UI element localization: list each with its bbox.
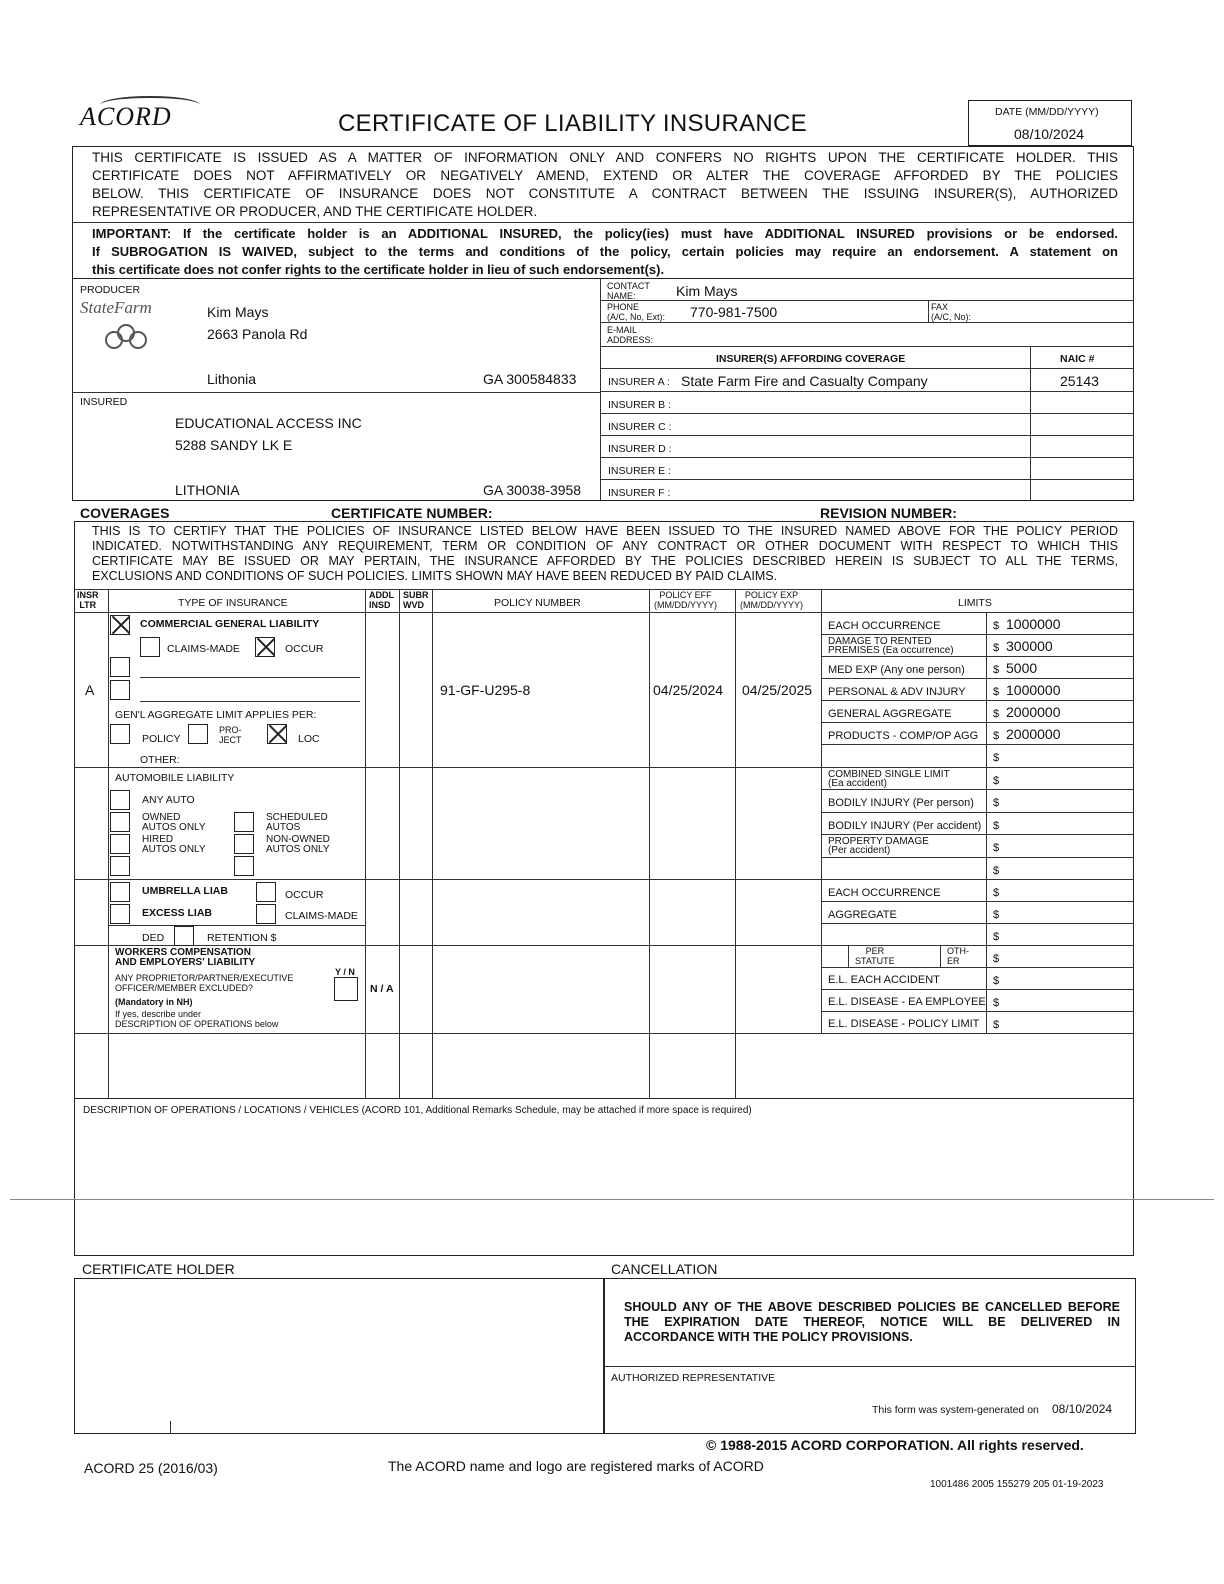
header-policy-number: POLICY NUMBER — [494, 597, 581, 609]
dollar-sign: $ — [993, 931, 1000, 943]
header-insr-ltr: INSR LTR — [77, 590, 99, 610]
dollar-sign: $ — [993, 752, 1000, 764]
insured-name: EDUCATIONAL ACCESS INC — [175, 415, 362, 431]
non-owned-autos-checkbox[interactable] — [234, 834, 254, 854]
certificate-number-label: CERTIFICATE NUMBER: — [331, 505, 493, 521]
producer-address: 2663 Panola Rd — [207, 326, 308, 342]
limit-label: PRODUCTS - COMP/OP AGG — [828, 730, 979, 742]
contact-name: Kim Mays — [676, 283, 738, 299]
dollar-sign: $ — [993, 620, 1000, 632]
certify-line-4: EXCLUSIONS AND CONDITIONS OF SUCH POLICIES. LIMITS SHOWN MAY HAVE BEEN REDUCED BY PAID CLAIMS. — [92, 569, 778, 583]
cgl-checkbox[interactable] — [110, 615, 130, 635]
important-line-3: this certificate does not confer rights to the certificate holder in lieu of such endorsement(s). — [92, 262, 665, 277]
state-farm-logo: StateFarm — [80, 298, 152, 317]
dollar-sign: $ — [993, 708, 1000, 720]
producer-city: Lithonia — [207, 371, 257, 387]
retention-label: RETENTION $ — [207, 932, 277, 944]
header-type: TYPE OF INSURANCE — [178, 597, 288, 609]
system-generated-label: This form was system-generated on — [872, 1404, 1039, 1416]
dollar-sign: $ — [993, 975, 1000, 987]
producer-name: Kim Mays — [207, 304, 269, 320]
limit-value: 2000000 — [1006, 704, 1061, 720]
insurer-label: INSURER B : — [608, 399, 672, 411]
notice-line-4: REPRESENTATIVE OR PRODUCER, AND THE CERTIFICATE HOLDER. — [92, 204, 538, 219]
umbrella-claims-made-checkbox[interactable] — [256, 904, 276, 924]
wc-yn-label: Y / N — [335, 967, 355, 977]
dollar-sign: $ — [993, 997, 1000, 1009]
gl-policy-number: 91-GF-U295-8 — [440, 682, 531, 698]
important-line-2: If SUBROGATION IS WAIVED, subject to the terms and conditions of the policy, certain policies may require an endorsement. A statement on — [92, 244, 1118, 259]
dollar-sign: $ — [993, 775, 1000, 787]
description-box — [74, 1099, 1134, 1256]
acord-logo-swoosh — [100, 96, 200, 114]
document-number: 1001486 2005 155279 205 01-19-2023 — [930, 1479, 1104, 1490]
limit-label: DAMAGE TO RENTED PREMISES (Ea occurrence) — [828, 636, 954, 656]
gl-insr-ltr: A — [85, 682, 95, 698]
description-label: DESCRIPTION OF OPERATIONS / LOCATIONS / VEHICLES (ACORD 101, Additional Remarks Schedule, may be attached if more space is required) — [83, 1105, 752, 1116]
limit-value: 1000000 — [1006, 682, 1061, 698]
limit-label: BODILY INJURY (Per person) — [828, 797, 974, 810]
limit-label: AGGREGATE — [828, 909, 897, 921]
limit-label: E.L. DISEASE - EA EMPLOYEE — [828, 996, 986, 1008]
wc-na: N / A — [370, 983, 394, 995]
loc-label: LOC — [298, 733, 320, 745]
limit-label: PERSONAL & ADV INJURY — [828, 686, 966, 698]
notice-line-3: BELOW. THIS CERTIFICATE OF INSURANCE DOES NOT CONSTITUTE A CONTRACT BETWEEN THE ISSUING INSURER(S), AUTHORIZED — [92, 186, 1118, 201]
dollar-sign: $ — [993, 819, 1000, 832]
limit-label: EACH OCCURRENCE — [828, 887, 941, 899]
important-line-1: IMPORTANT: If the certificate holder is an ADDITIONAL INSURED, the policy(ies) must have ADDITIONAL INSURED provisions or be endorsed. — [92, 226, 1118, 241]
dollar-sign: $ — [993, 686, 1000, 698]
certificate-holder-box — [74, 1278, 604, 1434]
insured-state-zip: GA 30038-3958 — [483, 482, 582, 498]
non-owned-autos-label: NON-OWNED AUTOS ONLY — [266, 834, 330, 855]
header-addl: ADDL INSD — [369, 590, 394, 610]
cgl-title: COMMERCIAL GENERAL LIABILITY — [140, 618, 320, 630]
insurer-label: INSURER E : — [608, 465, 672, 477]
gl-blank-checkbox-1[interactable] — [110, 657, 130, 677]
date-label: DATE (MM/DD/YYYY) — [995, 106, 1099, 118]
notice-line-2: CERTIFICATE DOES NOT AFFIRMATIVELY OR NEGATIVELY AMEND, EXTEND OR ALTER THE COVERAGE AFFORDED BY THE POLICIES — [92, 168, 1118, 183]
naic-label: NAIC # — [1060, 353, 1095, 365]
form-id: ACORD 25 (2016/03) — [84, 1460, 218, 1476]
limit-label: PROPERTY DAMAGE (Per accident) — [828, 836, 929, 857]
policy-checkbox[interactable] — [110, 724, 130, 744]
certificate-holder-label: CERTIFICATE HOLDER — [82, 1261, 235, 1277]
gl-policy-eff: 04/25/2024 — [653, 682, 724, 698]
insured-label: INSURED — [80, 396, 128, 408]
acord-logo: ACORD — [80, 102, 172, 131]
dollar-sign: $ — [993, 730, 1000, 742]
form-title: CERTIFICATE OF LIABILITY INSURANCE — [338, 110, 807, 137]
insurer-label: INSURER A : — [608, 376, 670, 388]
phone-label: PHONE (A/C, No, Ext): — [607, 302, 666, 322]
dollar-sign: $ — [993, 664, 1000, 676]
excess-checkbox[interactable] — [110, 904, 130, 924]
loc-checkbox[interactable] — [267, 724, 287, 744]
gl-blank-checkbox-2[interactable] — [110, 680, 130, 700]
limit-label: GENERAL AGGREGATE — [828, 708, 952, 720]
dollar-sign: $ — [993, 642, 1000, 654]
dollar-sign: $ — [993, 797, 1000, 810]
header-policy-exp: POLICY EXP (MM/DD/YYYY) — [740, 590, 803, 610]
certify-line-2: INDICATED. NOTWITHSTANDING ANY REQUIREMENT, TERM OR CONDITION OF ANY CONTRACT OR OTHER DOCUMENT WITH RESPECT TO WHICH THIS — [92, 539, 1118, 553]
limit-label: MED EXP (Any one person) — [828, 664, 965, 676]
dollar-sign: $ — [993, 842, 1000, 855]
system-generated-date: 08/10/2024 — [1052, 1402, 1113, 1416]
insurer-label: INSURER F : — [608, 487, 671, 499]
project-label: PRO- JECT — [219, 725, 242, 745]
insurer-label: INSURER C : — [608, 421, 672, 433]
excess-label: EXCESS LIAB — [142, 907, 213, 919]
certify-line-1: THIS IS TO CERTIFY THAT THE POLICIES OF INSURANCE LISTED BELOW HAVE BEEN ISSUED TO THE INSURED NAMED ABOVE FOR THE POLICY PERIOD — [92, 524, 1118, 538]
cancellation-line-2: THE EXPIRATION DATE THEREOF, NOTICE WILL BE DELIVERED IN — [624, 1315, 1120, 1329]
limit-value: 2000000 — [1006, 726, 1061, 742]
notice-line-1: THIS CERTIFICATE IS ISSUED AS A MATTER OF INFORMATION ONLY AND CONFERS NO RIGHTS UPON THE CERTIFICATE HOLDER. THIS — [92, 150, 1118, 165]
insurer-naic: 25143 — [1060, 373, 1099, 389]
dollar-sign: $ — [993, 909, 1000, 921]
header-limits: LIMITS — [958, 597, 992, 609]
wc-excluded-checkbox[interactable] — [334, 977, 358, 1001]
cancellation-label: CANCELLATION — [611, 1261, 718, 1277]
umbrella-occur-checkbox[interactable] — [256, 882, 276, 902]
umbrella-checkbox[interactable] — [110, 882, 130, 902]
limit-label: EACH OCCURRENCE — [828, 620, 941, 632]
wc-mandatory-label: (Mandatory in NH) — [115, 997, 193, 1007]
gen-agg-applies-label: GEN'L AGGREGATE LIMIT APPLIES PER: — [115, 709, 317, 721]
insured-address: 5288 SANDY LK E — [175, 437, 293, 453]
hired-autos-checkbox[interactable] — [110, 834, 130, 854]
date-value: 08/10/2024 — [1014, 126, 1085, 142]
cancellation-line-3: ACCORDANCE WITH THE POLICY PROVISIONS. — [624, 1330, 913, 1344]
policy-label: POLICY — [142, 733, 181, 745]
insurer-name: State Farm Fire and Casualty Company — [681, 373, 928, 389]
any-auto-checkbox[interactable] — [110, 790, 130, 810]
umbrella-label: UMBRELLA LIAB — [142, 885, 228, 897]
revision-number-label: REVISION NUMBER: — [820, 505, 957, 521]
project-checkbox[interactable] — [188, 724, 208, 744]
umbrella-occur-label: OCCUR — [285, 889, 324, 901]
producer-label: PRODUCER — [80, 284, 141, 296]
limit-label: BODILY INJURY (Per accident) — [828, 819, 982, 832]
any-auto-label: ANY AUTO — [142, 794, 195, 806]
wc-describe-label: If yes, describe under DESCRIPTION OF OPERATIONS below — [115, 1009, 279, 1029]
contact-name-label: CONTACT NAME: — [607, 281, 650, 301]
limit-value: 300000 — [1006, 638, 1053, 654]
occur-label: OCCUR — [285, 643, 324, 655]
coverages-label: COVERAGES — [80, 505, 170, 521]
umbrella-claims-made-label: CLAIMS-MADE — [285, 910, 358, 922]
copyright-text: © 1988-2015 ACORD CORPORATION. All rights reserved. — [706, 1437, 1084, 1453]
auto-title: AUTOMOBILE LIABILITY — [115, 772, 235, 784]
insurers-heading: INSURER(S) AFFORDING COVERAGE — [716, 353, 906, 365]
gl-policy-exp: 04/25/2025 — [742, 682, 813, 698]
authorized-rep-label: AUTHORIZED REPRESENTATIVE — [611, 1372, 776, 1384]
fax-label: FAX (A/C, No): — [931, 302, 972, 322]
scheduled-autos-checkbox[interactable] — [234, 812, 254, 832]
claims-made-label: CLAIMS-MADE — [167, 643, 240, 655]
insurer-label: INSURER D : — [608, 443, 672, 455]
dollar-sign: $ — [993, 887, 1000, 899]
dollar-sign: $ — [993, 864, 1000, 877]
dollar-sign: $ — [993, 1019, 1000, 1031]
phone-value: 770-981-7500 — [690, 304, 778, 320]
header-policy-eff: POLICY EFF (MM/DD/YYYY) — [654, 590, 717, 610]
wc-title: WORKERS COMPENSATION AND EMPLOYERS' LIABILITY — [115, 947, 256, 968]
insured-city: LITHONIA — [175, 482, 240, 498]
trademark-text: The ACORD name and logo are registered marks of ACORD — [388, 1458, 764, 1474]
auto-blank-checkbox-1[interactable] — [110, 856, 130, 876]
producer-state-zip: GA 300584833 — [483, 371, 577, 387]
cancellation-line-1: SHOULD ANY OF THE ABOVE DESCRIBED POLICIES BE CANCELLED BEFORE — [624, 1300, 1120, 1314]
occur-checkbox[interactable] — [255, 637, 275, 657]
ded-label: DED — [142, 932, 165, 944]
per-statute-label: PER STATUTE — [855, 946, 895, 966]
auto-blank-checkbox-2[interactable] — [234, 856, 254, 876]
limit-label: COMBINED SINGLE LIMIT (Ea accident) — [828, 769, 950, 789]
hired-autos-label: HIRED AUTOS ONLY — [142, 834, 206, 855]
email-label: E-MAIL ADDRESS: — [607, 325, 654, 345]
limit-value: 1000000 — [1006, 616, 1061, 632]
owned-autos-label: OWNED AUTOS ONLY — [142, 812, 206, 833]
limit-value: 5000 — [1006, 660, 1038, 676]
certify-line-3: CERTIFICATE MAY BE ISSUED OR MAY PERTAIN, THE INSURANCE AFFORDED BY THE POLICIES DESCRIBED HEREIN IS SUBJECT TO ALL THE TERMS, — [92, 554, 1118, 568]
wc-officer-label: ANY PROPRIETOR/PARTNER/EXECUTIVE OFFICER/MEMBER EXCLUDED? — [115, 973, 294, 993]
oth-er-label: OTH- ER — [947, 946, 969, 966]
header-subr: SUBR WVD — [403, 590, 429, 610]
scheduled-autos-label: SCHEDULED AUTOS — [266, 812, 328, 833]
claims-made-checkbox[interactable] — [140, 637, 160, 657]
other-label: OTHER: — [140, 754, 180, 766]
state-farm-emblem-icon — [100, 324, 152, 352]
owned-autos-checkbox[interactable] — [110, 812, 130, 832]
limit-label: E.L. EACH ACCIDENT — [828, 974, 940, 986]
dollar-sign: $ — [993, 953, 1000, 965]
limit-label: E.L. DISEASE - POLICY LIMIT — [828, 1018, 980, 1030]
ded-checkbox[interactable] — [174, 926, 194, 946]
